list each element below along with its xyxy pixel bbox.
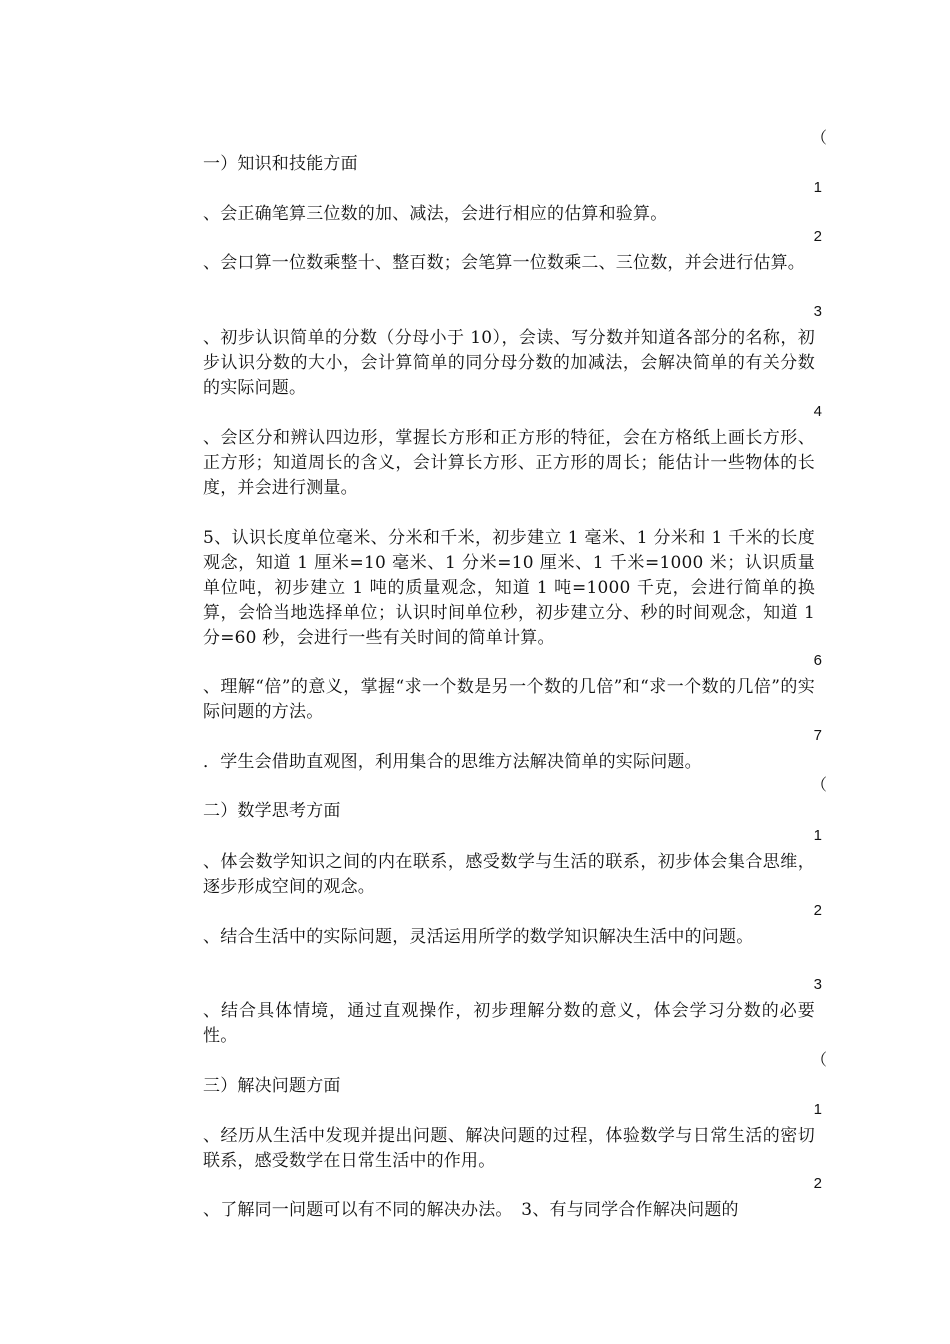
s3-item-1-text: 、经历从生活中发现并提出问题、解决问题的过程，体验数学与日常生活的密切联系，感受数学在日常生活中的作用。 [203,1126,815,1171]
item-4-number: 4 [813,403,822,420]
item-3-number: 3 [813,303,822,320]
s3-item-2-text: 、了解同一问题可以有不同的解决办法。 3、有与同学合作解决问题的 [203,1200,739,1220]
item-6-text: 、理解“倍”的意义，掌握“求一个数是另一个数的几倍”和“求一个数的几倍”的实际问题的方法。 [203,677,815,722]
item-3-text: 、初步认识简单的分数（分母小于 10），会读、写分数并知道各部分的名称，初步认识分数的大小，会计算简单的同分母分数的加减法，会解决简单的有关分数的实际问题。 [203,328,815,398]
section-3-paren: （ [810,1050,827,1069]
item-4-text: 、会区分和辨认四边形，掌握长方形和正方形的特征，会在方格纸上画长方形、正方形；知道周长的含义，会计算长方形、正方形的周长；能估计一些物体的长度，并会进行测量。 [203,428,815,498]
item-2-number: 2 [813,228,822,245]
s3-item-2-number: 2 [813,1175,822,1192]
s2-item-1-text: 、体会数学知识之间的内在联系，感受数学与生活的联系，初步体会集合思维，逐步形成空间的观念。 [203,852,815,897]
s2-item-3-text: 、结合具体情境，通过直观操作，初步理解分数的意义，体会学习分数的必要性。 [203,1001,815,1046]
s2-item-1-number: 1 [813,827,822,844]
item-6-number: 6 [813,652,822,669]
s2-item-3-number: 3 [813,976,822,993]
item-7-number: 7 [813,727,822,744]
section-3-heading: 三）解决问题方面 [203,1076,341,1096]
item-1-text: 、会正确笔算三位数的加、减法，会进行相应的估算和验算。 [203,204,668,224]
section-2-heading: 二）数学思考方面 [203,801,341,821]
s2-item-2-number: 2 [813,902,822,919]
section-1-paren: （ [810,128,827,147]
item-2-text: 、会口算一位数乘整十、整百数；会笔算一位数乘二、三位数，并会进行估算。 [203,253,805,273]
section-1-heading: 一）知识和技能方面 [203,154,358,174]
section-2-paren: （ [810,775,827,794]
item-7-text: ．学生会借助直观图，利用集合的思维方法解决简单的实际问题。 [203,752,702,772]
item-5-text: 5、认识长度单位毫米、分米和千米，初步建立 1 毫米、1 分米和 1 千米的长度观念，知道 1 厘米=10 毫米、1 分米=10 厘米、1 千米=1000 米；认识质量单位吨，初步建立 1 吨的质量观念，知道 1 吨=1000 千克，会进行简单的换算，会恰当地选择单位；认识时间单位秒，初步建立分、秒的时间观念，知道 1 分=60 秒，会进行一些有关时间的简单计算。 [203,528,815,648]
s3-item-1-number: 1 [813,1101,822,1118]
s2-item-2-text: 、结合生活中的实际问题，灵活运用所学的数学知识解决生活中的问题。 [203,927,754,947]
item-1-number: 1 [813,179,822,196]
